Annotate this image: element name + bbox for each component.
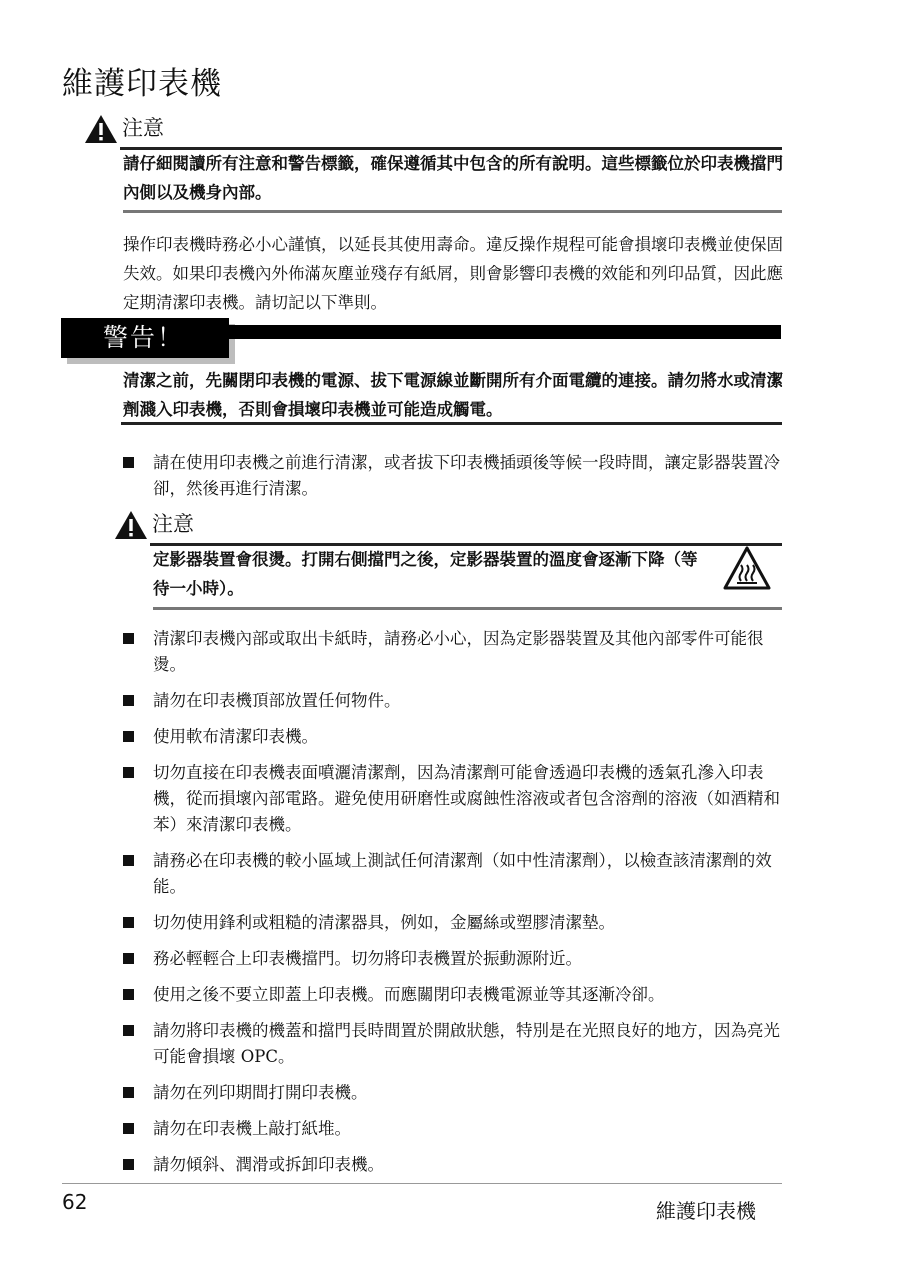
bullet-list-2: [123, 626, 783, 1178]
list-item: 請勿在印表機頂部放置任何物件。: [123, 688, 783, 714]
caution-label: 注意: [122, 116, 164, 140]
caution-header-1: [84, 112, 782, 142]
intro-paragraph: 操作印表機時務必小心謹慎，以延長其使用壽命。違反操作規程可能會損壞印表機並使保固失效。如果印表機內外佈滿灰塵並殘存有紙屑，則會影響印表機的效能和列印品質，因此應定期清潔印表機。請切記以下準則。: [123, 235, 783, 312]
bullet-square-icon: [123, 633, 134, 644]
bullet-square-icon: [123, 989, 134, 1000]
list-item: 請務必在印表機的較小區域上測試任何清潔劑（如中性清潔劑），以檢查該清潔劑的效能。: [123, 848, 783, 900]
warning-text: 清潔之前，先關閉印表機的電源、拔下電源線並斷開所有介面電纜的連接。請勿將水或清潔劑濺入印表機，否則會損壞印表機並可能造成觸電。: [123, 371, 783, 419]
list-item: 使用之後不要立即蓋上印表機。而應關閉印表機電源並等其逐漸冷卻。: [123, 982, 783, 1008]
footer-section-title: 維護印表機: [656, 1199, 756, 1223]
list-item: 請勿將印表機的機蓋和擋門長時間置於開啟狀態，特別是在光照良好的地方，因為亮光可能會損壞 OPC。: [123, 1018, 783, 1070]
warning-bar: [229, 325, 781, 339]
warning-triangle-icon: [84, 114, 118, 144]
list-item: 清潔印表機內部或取出卡紙時，請務必小心，因為定影器裝置及其他內部零件可能很燙。: [123, 626, 783, 678]
bullet-list-1: [123, 450, 783, 502]
warning-triangle-icon: [114, 510, 148, 540]
warning-rule-bottom: [121, 422, 782, 425]
list-item: 使用軟布清潔印表機。: [123, 724, 783, 750]
caution-rule-bottom: [123, 210, 782, 213]
bullet-square-icon: [123, 1123, 134, 1134]
caution-text-2: 定影器裝置會很燙。打開右側擋門之後，定影器裝置的溫度會逐漸下降（等待一小時）。: [153, 550, 698, 598]
bullet-square-icon: [123, 917, 134, 928]
caution-rule-bottom: [153, 607, 782, 610]
list-item: 切勿直接在印表機表面噴灑清潔劑，因為清潔劑可能會透過印表機的透氣孔滲入印表機，從而損壞內部電路。避免使用研磨性或腐蝕性溶液或者包含溶劑的溶液（如酒精和苯）來清潔印表機。: [123, 760, 783, 838]
warning-label: 警告！: [61, 318, 229, 358]
caution-header-2: [114, 508, 782, 538]
list-item: 請勿在列印期間打開印表機。: [123, 1080, 783, 1106]
list-item: 務必輕輕合上印表機擋門。切勿將印表機置於振動源附近。: [123, 946, 783, 972]
bullet-square-icon: [123, 1087, 134, 1098]
page-number: 62: [62, 1190, 88, 1214]
caution-text-1: 請仔細閱讀所有注意和警告標籤，確保遵循其中包含的所有說明。這些標籤位於印表機擋門內側以及機身內部。: [123, 154, 783, 202]
footer-rule: [62, 1183, 782, 1184]
hot-surface-icon: [722, 545, 772, 591]
bullet-square-icon: [123, 953, 134, 964]
list-item: 請在使用印表機之前進行清潔，或者拔下印表機插頭後等候一段時間，讓定影器裝置冷卻，然後再進行清潔。: [123, 450, 783, 502]
bullet-square-icon: [123, 731, 134, 742]
list-item: 請勿在印表機上敲打紙堆。: [123, 1116, 783, 1142]
caution-label: 注意: [152, 512, 194, 536]
list-item: 切勿使用鋒利或粗糙的清潔器具，例如，金屬絲或塑膠清潔墊。: [123, 910, 783, 936]
page-title: 維護印表機: [62, 66, 222, 102]
bullet-square-icon: [123, 695, 134, 706]
list-item: 請勿傾斜、潤滑或拆卸印表機。: [123, 1152, 783, 1178]
bullet-square-icon: [123, 457, 134, 468]
bullet-square-icon: [123, 1025, 134, 1036]
bullet-square-icon: [123, 855, 134, 866]
bullet-square-icon: [123, 1159, 134, 1170]
bullet-square-icon: [123, 767, 134, 778]
